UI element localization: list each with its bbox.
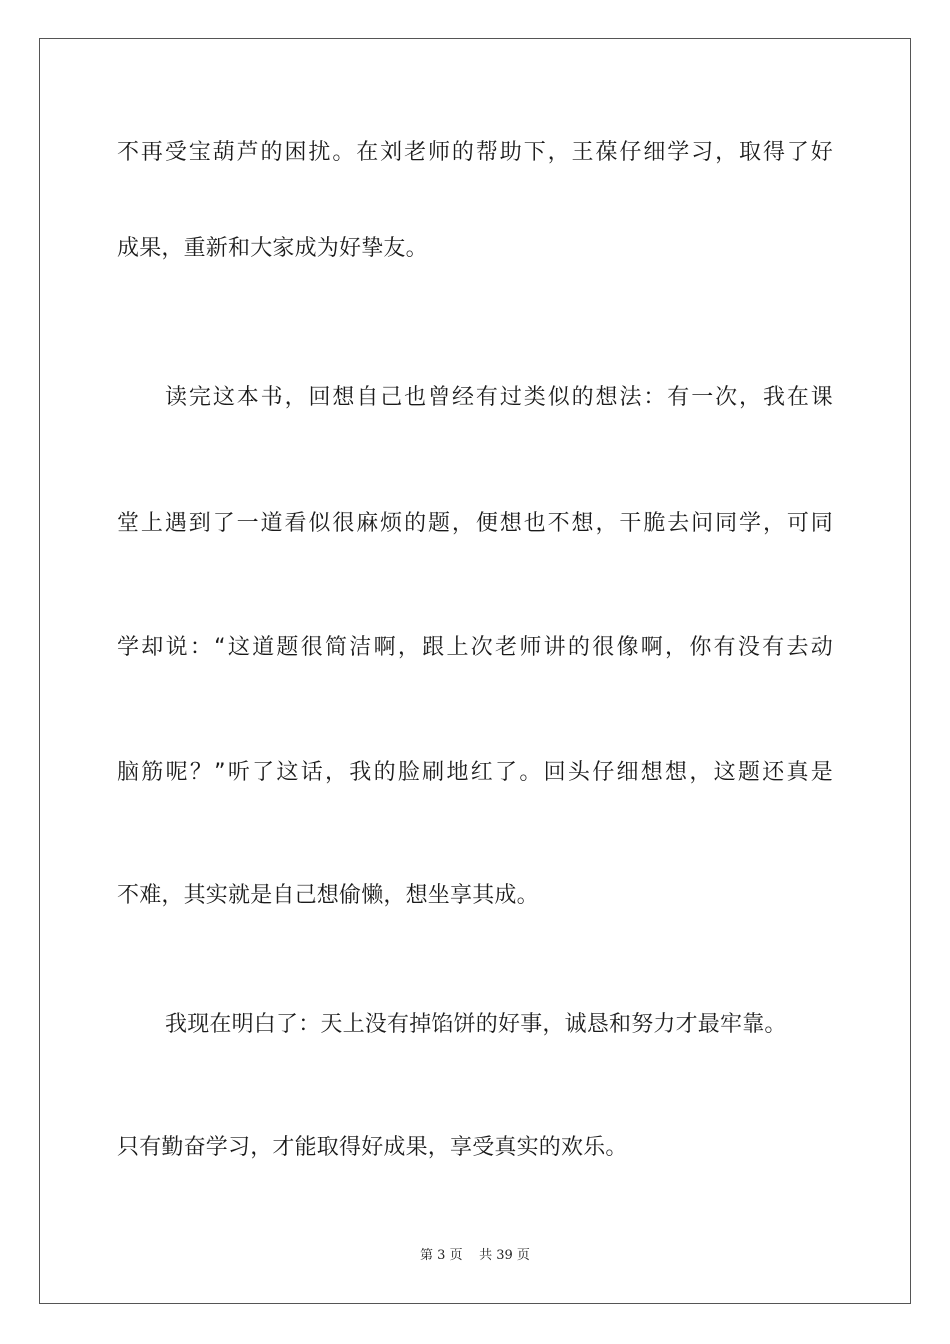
body-text-line: 不难，其实就是自己想偷懒，想坐享其成。: [117, 883, 539, 908]
total-pages: 共 39 页: [479, 1248, 530, 1263]
body-text-line: 只有勤奋学习，才能取得好成果，享受真实的欢乐。: [117, 1135, 628, 1160]
page-frame: [39, 38, 911, 1304]
page-footer: [0, 1247, 950, 1265]
body-text-line: 学却说：“这道题很简洁啊，跟上次老师讲的很像啊，你有没有去动: [117, 635, 833, 660]
body-text-line: 读完这本书，回想自己也曾经有过类似的想法：有一次，我在课: [165, 385, 833, 410]
body-text-line: 堂上遇到了一道看似很麻烦的题，便想也不想，干脆去问同学，可同: [117, 511, 833, 536]
page-number: 第 3 页: [420, 1248, 463, 1263]
body-text-line: 脑筋呢？”听了这话，我的脸刷地红了。回头仔细想想，这题还真是: [117, 760, 833, 785]
body-text-line: 我现在明白了：天上没有掉馅饼的好事，诚恳和努力才最牢靠。: [165, 1012, 787, 1037]
body-text-line: 不再受宝葫芦的困扰。在刘老师的帮助下，王葆仔细学习，取得了好: [117, 140, 833, 165]
body-text-line: 成果，重新和大家成为好挚友。: [117, 236, 428, 261]
